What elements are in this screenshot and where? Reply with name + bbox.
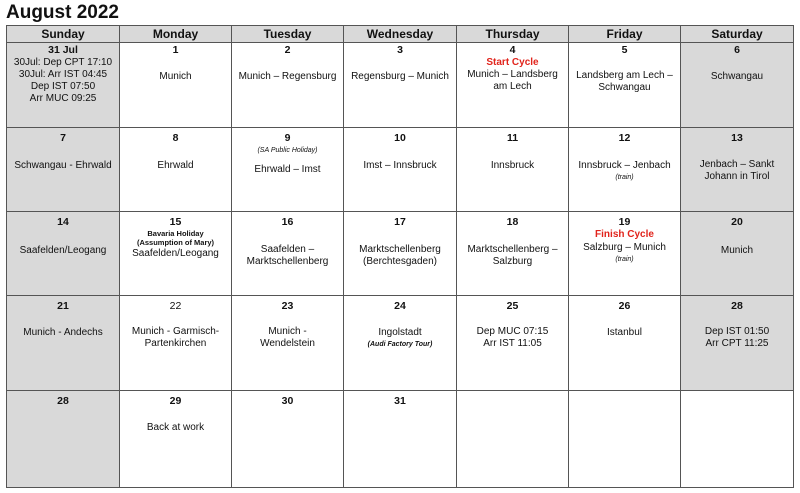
- calendar-grid: [6, 25, 794, 488]
- train-note: (train): [615, 256, 634, 263]
- day-cell-5: [569, 43, 681, 128]
- day-number: 14: [57, 216, 69, 228]
- week-row-5: [7, 391, 794, 488]
- day-text: Salzburg: [492, 256, 533, 267]
- day-number: 19: [618, 216, 631, 228]
- day-cell-17: [344, 212, 457, 296]
- day-number: 28: [731, 300, 743, 312]
- calendar-title: August 2022: [6, 2, 119, 23]
- day-text: Saafelden/Leogang: [132, 248, 219, 259]
- day-number: 6: [734, 44, 740, 56]
- weekday-friday: Friday: [569, 26, 681, 43]
- day-text: Back at work: [146, 422, 205, 433]
- day-cell-27: [681, 296, 794, 391]
- day-number: 16: [281, 216, 294, 228]
- day-text: Salzburg – Munich: [583, 242, 666, 253]
- finish-cycle-label: Finish Cycle: [595, 229, 654, 240]
- train-note: (train): [615, 174, 634, 181]
- day-cell-4: [457, 43, 569, 128]
- empty-day-cell: [569, 391, 681, 488]
- day-text: Partenkirchen: [144, 338, 207, 349]
- day-number: 26: [618, 300, 631, 312]
- day-cell-15: [120, 212, 232, 296]
- day-text: 30Jul: Arr IST 04:45: [18, 69, 108, 80]
- weekday-sunday: Sunday: [7, 26, 120, 43]
- day-number: 8: [172, 132, 179, 144]
- day-cell-8: [120, 128, 232, 212]
- weekday-tuesday: Tuesday: [232, 26, 344, 43]
- day-number: 3: [397, 44, 403, 56]
- day-number: 22: [169, 300, 182, 312]
- day-cell-12: [569, 128, 681, 212]
- day-cell-25: [457, 296, 569, 391]
- day-cell-29: [120, 391, 232, 488]
- day-number: 31 Jul: [48, 44, 78, 56]
- day-text: Imst – Innsbruck: [363, 160, 437, 171]
- day-text: Munich - Andechs: [23, 327, 103, 338]
- day-cell-18: [457, 212, 569, 296]
- day-text: Munich -: [268, 326, 307, 337]
- day-cell-23: [232, 296, 344, 391]
- day-text: Dep MUC 07:15: [476, 326, 549, 337]
- day-text: Saafelden –: [260, 244, 315, 255]
- day-text: Ingolstadt: [378, 327, 422, 338]
- day-cell-9: [232, 128, 344, 212]
- day-text: Dep IST 01:50: [704, 326, 770, 337]
- day-text: Innsbruck: [490, 160, 535, 171]
- day-number: 13: [731, 132, 743, 144]
- day-cell-21: [7, 296, 120, 391]
- day-cell-22: [120, 296, 232, 391]
- day-cell-2: [232, 43, 344, 128]
- day-cell-19: [569, 212, 681, 296]
- day-cell-24: [344, 296, 457, 391]
- day-text: Innsbruck – Jenbach: [578, 160, 671, 171]
- day-cell-16: [232, 212, 344, 296]
- day-cell-6: [681, 43, 794, 128]
- day-cell-3: [344, 43, 457, 128]
- day-text: Marktschellenberg: [359, 244, 441, 255]
- day-text: Munich – Landsberg: [467, 69, 558, 80]
- day-cell-26: [569, 296, 681, 391]
- day-text: Jenbach – Sankt: [699, 159, 775, 170]
- audi-tour-note: (Audi Factory Tour): [367, 341, 433, 348]
- day-cell-14: [7, 212, 120, 296]
- weekday-header-row: [7, 26, 794, 43]
- day-number: 25: [506, 300, 519, 312]
- day-number: 5: [621, 44, 628, 56]
- day-number: 1: [172, 44, 179, 56]
- day-cell-30: [232, 391, 344, 488]
- day-number: 2: [284, 44, 291, 56]
- day-text: Munich: [159, 71, 192, 82]
- weekday-monday: Monday: [120, 26, 232, 43]
- day-text: Dep IST 07:50: [30, 81, 96, 92]
- day-number: 24: [394, 300, 406, 312]
- day-number: 10: [394, 132, 406, 144]
- empty-day-cell: [457, 391, 569, 488]
- day-text: Munich - Garmisch-: [131, 326, 220, 337]
- day-number: 4: [509, 44, 516, 56]
- day-cell-11: [457, 128, 569, 212]
- day-cell-10: [344, 128, 457, 212]
- start-cycle-label: Start Cycle: [486, 57, 539, 68]
- weekday-thursday: Thursday: [457, 26, 569, 43]
- day-text: Schwangau - Ehrwald: [14, 160, 112, 171]
- day-cell-31: [344, 391, 457, 488]
- day-cell-1: [120, 43, 232, 128]
- day-number: 12: [618, 132, 631, 144]
- week-row-2: [7, 128, 794, 212]
- day-text: 30Jul: Dep CPT 17:10: [13, 57, 113, 68]
- day-number: 7: [60, 132, 66, 144]
- day-number: 11: [506, 132, 519, 144]
- week-row-4: [7, 296, 794, 391]
- day-text: Schwangau: [598, 82, 651, 93]
- day-number: 17: [394, 216, 406, 228]
- day-text: Johann in Tirol: [704, 171, 770, 182]
- day-text: Arr MUC 09:25: [29, 93, 97, 104]
- bavaria-holiday-label: (Assumption of Mary): [136, 238, 215, 247]
- day-number: 29: [169, 395, 182, 407]
- day-cell-20: [681, 212, 794, 296]
- weekday-wednesday: Wednesday: [344, 26, 457, 43]
- bavaria-holiday-label: Bavaria Holiday: [147, 229, 204, 238]
- day-cell-28: [7, 391, 120, 488]
- day-number: 31: [394, 395, 406, 407]
- day-number: 18: [506, 216, 519, 228]
- day-text: Munich – Regensburg: [238, 71, 337, 82]
- empty-day-cell: [681, 391, 794, 488]
- public-holiday-note: (SA Public Holiday): [257, 147, 318, 154]
- day-text: Landsberg am Lech –: [576, 70, 673, 81]
- day-text: Schwangau: [710, 71, 764, 82]
- day-text: Istanbul: [606, 327, 643, 338]
- day-text: Ehrwald – Imst: [254, 164, 321, 175]
- day-text: Ehrwald: [157, 160, 194, 171]
- day-text: Arr CPT 11:25: [705, 338, 769, 349]
- day-text: (Berchtesgaden): [363, 256, 437, 267]
- day-number: 21: [57, 300, 69, 312]
- day-cell-jul-31: [7, 43, 120, 128]
- day-text: Saafelden/Leogang: [19, 245, 107, 256]
- day-number: 23: [281, 300, 294, 312]
- week-row-1: [7, 43, 794, 128]
- day-number: 15: [169, 216, 182, 228]
- day-text: Arr IST 11:05: [483, 338, 542, 349]
- day-text: Marktschellenberg –: [467, 244, 558, 255]
- day-text: Regensburg – Munich: [351, 71, 449, 82]
- day-text: am Lech: [493, 81, 532, 92]
- weekday-saturday: Saturday: [681, 26, 794, 43]
- day-text: Wendelstein: [260, 338, 315, 349]
- day-number: 9: [284, 132, 291, 144]
- day-text: Marktschellenberg: [246, 256, 329, 267]
- day-cell-7: [7, 128, 120, 212]
- day-text: Munich: [720, 245, 754, 256]
- day-cell-13: [681, 128, 794, 212]
- day-number: 20: [731, 216, 743, 228]
- week-row-3: [7, 212, 794, 296]
- day-number: 28: [57, 395, 69, 407]
- day-number: 30: [281, 395, 294, 407]
